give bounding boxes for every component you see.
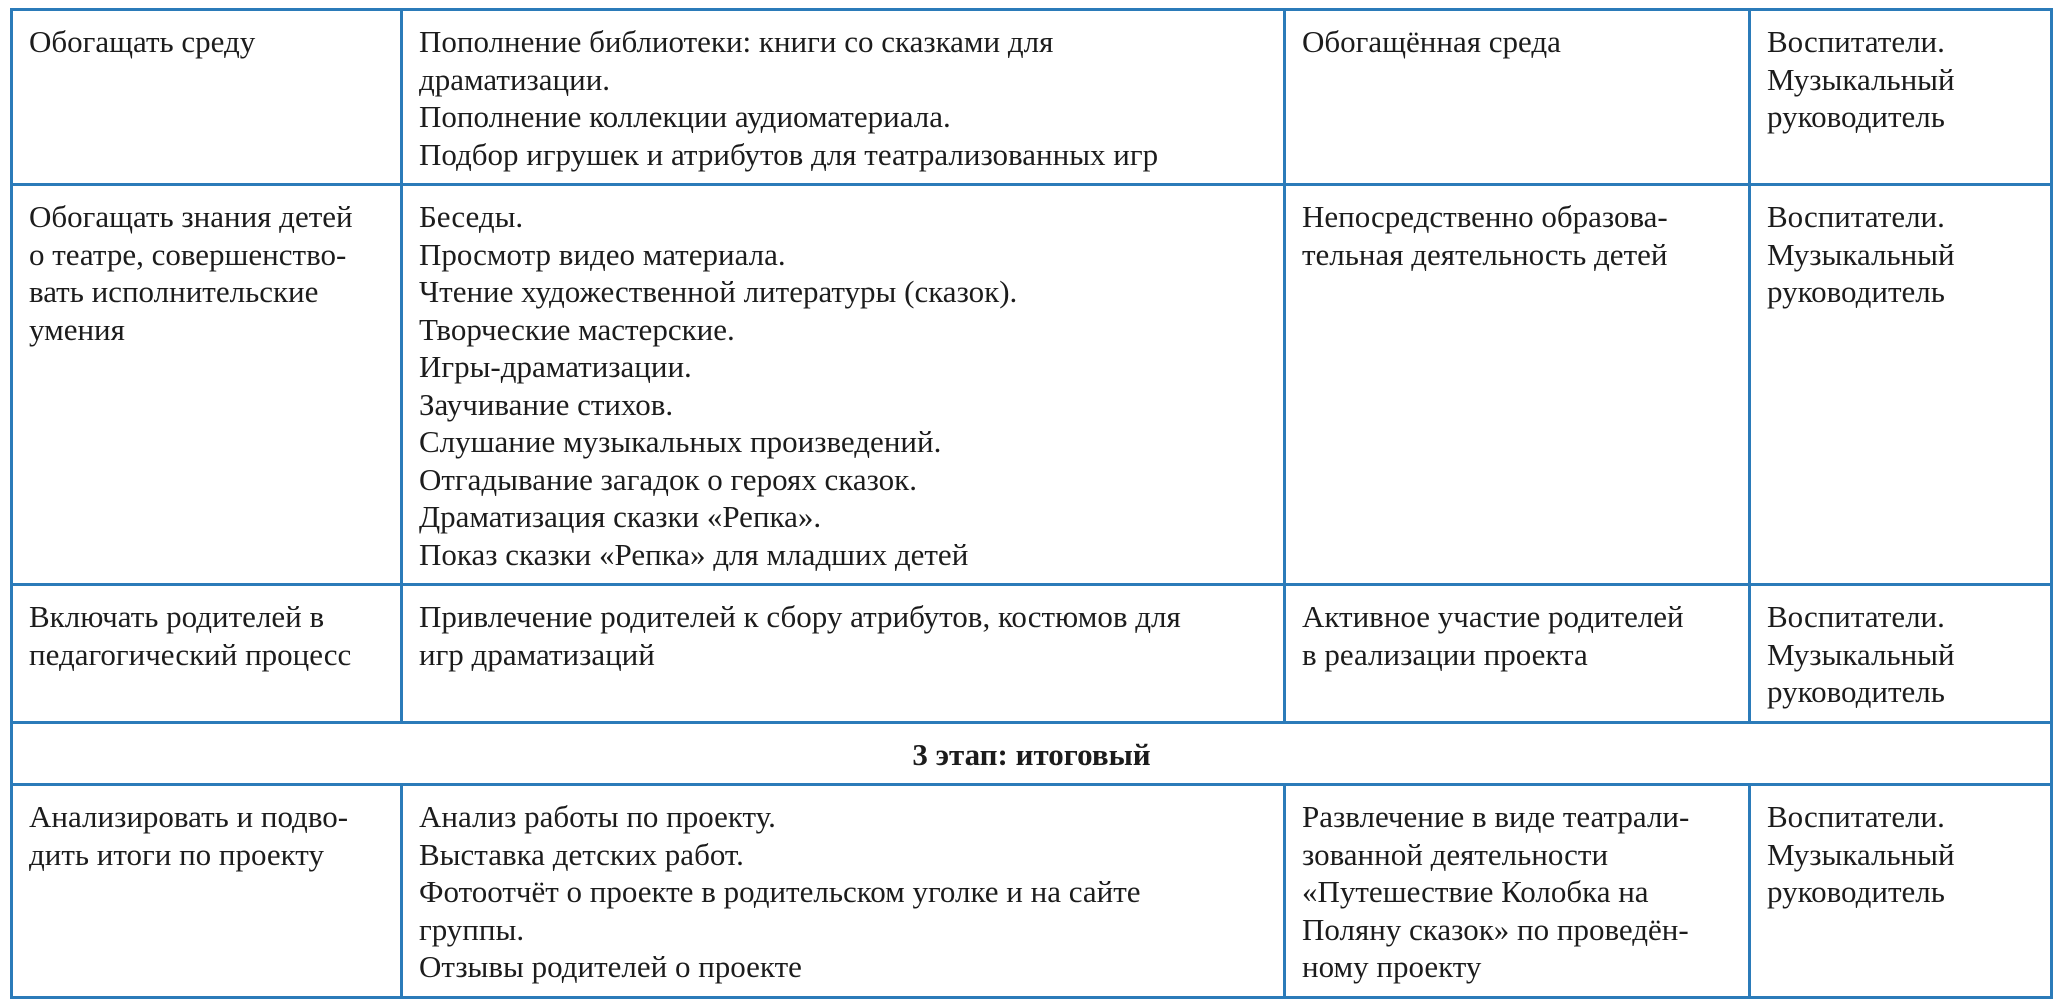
cell-line: Привлечение родителей к сбору атрибутов, костюмов для [419, 599, 1181, 634]
cell-line: дить итоги по проекту [29, 836, 324, 872]
cell-line: руководитель [1767, 99, 1945, 134]
result-cell [1285, 785, 1750, 998]
table-row [12, 585, 2052, 723]
cell-line: Заучивание стихов. [419, 386, 674, 422]
responsible-cell [1750, 185, 2052, 585]
cell-line: Включать родителей в [29, 599, 325, 634]
cell-line: Анализировать и подво- [29, 799, 349, 834]
cell-line: Беседы. [419, 199, 524, 234]
cell-line: руководитель [1767, 874, 1945, 909]
cell-line: Отгадывание загадок о героях сказок. [419, 461, 917, 497]
cell-line: Активное участие родителей [1302, 599, 1684, 634]
cell-line: Воспитатели. [1767, 199, 1945, 234]
activities-cell [402, 585, 1285, 723]
responsible-cell [1750, 785, 2052, 998]
cell-line: Отзывы родителей о проекте [419, 949, 802, 984]
stage-header: 3 этап: итоговый [12, 722, 2052, 785]
cell-line: Пополнение коллекции аудиоматериала. [419, 99, 951, 134]
goal-cell [12, 10, 402, 185]
project-plan-table [10, 8, 2053, 999]
cell-line: драматизации. [419, 61, 611, 97]
stage-header-row [12, 722, 2052, 785]
table-row [12, 10, 2052, 185]
activities-cell [402, 785, 1285, 998]
cell-line: Выставка детских работ. [419, 836, 744, 872]
responsible-cell [1750, 585, 2052, 723]
cell-line: Творческие мастерские. [419, 311, 735, 347]
cell-line: Чтение художественной литературы (сказок). [419, 274, 1018, 309]
table-row [12, 785, 2052, 998]
cell-line: Обогащать среду [29, 24, 256, 59]
cell-line: руководитель [1767, 674, 1945, 709]
cell-line: Показ сказки «Репка» для младших детей [419, 536, 969, 572]
cell-line: Пополнение библиотеки: книги со сказками для [419, 24, 1054, 59]
cell-line: умения [29, 311, 125, 347]
cell-line: тельная деятельность детей [1302, 236, 1668, 272]
cell-line: «Путешествие Колобка на [1302, 874, 1649, 909]
result-cell [1285, 585, 1750, 723]
activities-cell [402, 185, 1285, 585]
cell-line: ному проекту [1302, 949, 1482, 984]
cell-line: зованной деятельности [1302, 836, 1609, 872]
cell-line: о театре, совершенство- [29, 236, 347, 272]
cell-line: Музыкальный [1767, 836, 1955, 872]
activities-cell [402, 10, 1285, 185]
result-cell [1285, 10, 1750, 185]
goal-cell [12, 785, 402, 998]
cell-line: Поляну сказок» по проведён- [1302, 911, 1689, 947]
cell-line: группы. [419, 911, 525, 947]
cell-line: Обогащённая среда [1302, 24, 1561, 59]
cell-line: Музыкальный [1767, 61, 1955, 97]
cell-line: вать исполнительские [29, 274, 319, 309]
cell-line: Просмотр видео материала. [419, 236, 786, 272]
cell-line: игр драматизаций [419, 636, 655, 672]
cell-line: Воспитатели. [1767, 599, 1945, 634]
result-cell [1285, 185, 1750, 585]
table-row [12, 185, 2052, 585]
cell-line: Музыкальный [1767, 636, 1955, 672]
responsible-cell [1750, 10, 2052, 185]
cell-line: руководитель [1767, 274, 1945, 309]
cell-line: Непосредственно образова- [1302, 199, 1668, 234]
cell-line: Воспитатели. [1767, 24, 1945, 59]
cell-line: Слушание музыкальных произведений. [419, 424, 942, 459]
cell-line: Музыкальный [1767, 236, 1955, 272]
goal-cell [12, 185, 402, 585]
cell-line: Обогащать знания детей [29, 199, 353, 234]
cell-line: Воспитатели. [1767, 799, 1945, 834]
cell-line: Фотоотчёт о проекте в родительском уголке и на сайте [419, 874, 1141, 909]
goal-cell [12, 585, 402, 723]
cell-line: Развлечение в виде театрали- [1302, 799, 1690, 834]
cell-line: Анализ работы по проекту. [419, 799, 776, 834]
cell-line: Драматизация сказки «Репка». [419, 499, 822, 534]
cell-line: Игры-драматизации. [419, 349, 692, 384]
cell-line: Подбор игрушек и атрибутов для театрализованных игр [419, 136, 1159, 172]
cell-line: педагогический процесс [29, 636, 352, 672]
cell-line: в реализации проекта [1302, 636, 1588, 672]
